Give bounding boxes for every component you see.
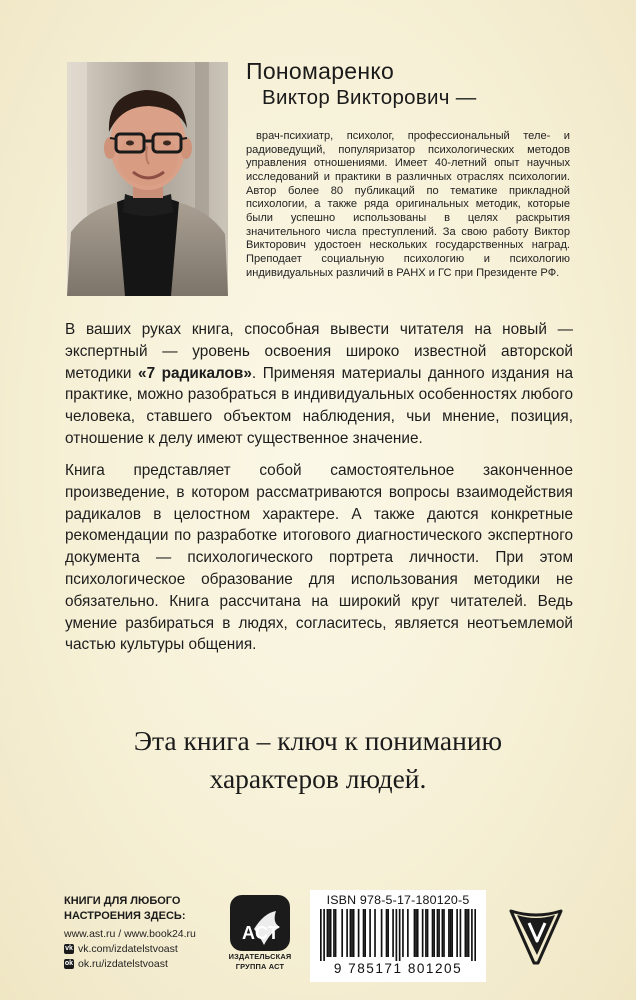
description-paragraph-1 [65,319,573,450]
barcode-bar [387,909,389,957]
barcode-bar [437,909,439,957]
vk-link-text: vk.com/izdatelstvoast [78,943,178,956]
barcode-bar [330,909,332,957]
promo-title [64,894,234,923]
barcode-bar [465,909,467,957]
author-photo [67,62,228,296]
barcode-bar [415,909,417,957]
barcode-bar [471,909,473,961]
barcode-bar [396,909,398,961]
method-name: «7 радикалов» [138,364,252,382]
publisher-v-mark [507,905,565,965]
barcode-bar [350,909,352,957]
barcode-bar [341,909,343,957]
barcode-bar [443,909,445,957]
barcode-bar [369,909,371,957]
vk-link [64,942,224,957]
publisher-caption-line-2: ГРУППА АСТ [235,961,285,971]
barcode-bar [353,909,355,957]
barcode-bar [386,909,388,957]
barcode-bar [448,909,450,957]
promo-links [64,927,224,971]
barcode-bar [399,909,401,961]
barcode-bar [450,909,452,957]
barcode-bar [468,909,470,957]
barcode-bar [333,909,335,957]
barcode-bar [392,909,394,957]
barcode-bar [425,909,427,957]
barcode-bar [460,909,462,957]
website-links-text: www.ast.ru / www.book24.ru [64,928,196,941]
barcode-bar [358,909,360,957]
publisher-caption-line-1: ИЗДАТЕЛЬСКАЯ [228,952,292,961]
barcode-bar [451,909,453,957]
barcode-bar [346,909,348,957]
barcode-bar [442,909,444,957]
ast-logo-text: ACT [242,923,279,943]
barcode-bar [438,909,440,957]
description-p1-text-start: В ваших руках книга, способная вывести читателя на новый — экспертный — уровень освоения широко известной авторской методики [65,321,573,382]
barcode-bar [328,909,330,957]
vk-icon: vk [65,945,73,953]
barcode-bar [320,909,322,961]
barcode-bar [327,909,329,957]
publisher-caption [220,952,300,971]
ean-right-digits: 801205 [407,961,463,976]
website-links [64,927,224,942]
promo-title-line-1: КНИГИ ДЛЯ ЛЮБОГО [64,895,181,907]
barcode-bar [466,909,468,957]
barcode-bar [433,909,435,957]
barcode-bar [374,909,376,957]
author-first-names: Виктор Викторович — [262,86,477,109]
ean-digits [310,961,486,976]
barcode-bar [422,909,424,957]
barcode-bar [402,909,404,957]
isbn-number: ISBN 978-5-17-180120-5 [326,893,470,907]
barcode-bar [351,909,353,957]
slogan-line-1: Эта книга – ключ к пониманию [133,725,503,756]
ok-icon: ok [64,959,74,967]
barcode-bar [414,909,416,957]
barcode-bar [363,909,365,957]
description-p1-text-end: . Применяя материалы данного издания на практике, можно разобраться в индивидуальных особенностях любого человека, ставшего объектом наблюдения, чьи мнение, позиция, отношение к делу имеют существенное значение. [65,364,573,447]
author-bio: врач-психиатр, психолог, профессиональный теле- и радиоведущий, популяризатор психологических методов управления отношениями. Имеет 40-летний опыт научных исследований и практики в различных отраслях психологии. Автор более 80 публикаций по тематике прикладной психологии, а также ряда оригинальных методик, которые были успешно использованы в целях раскрытия значительного числа преступлений. За свою работу Виктор Викторович удостоен нескольких государственных наград. Преподает социальную психологию и психологию индивидуальных различий в РАНХ и ГС при Президенте РФ. [246,130,570,279]
ean-lead-digit: 9 [333,961,343,976]
barcode-bar [427,909,429,957]
barcode-bar [456,909,458,957]
slogan [0,722,636,798]
barcode [310,890,486,982]
barcode-bar [364,909,366,957]
ok-link [64,957,224,972]
author-last-name: Пономаренко [246,58,395,84]
barcode-bar [417,909,419,957]
author-portrait-image [67,62,228,296]
barcode-bar [381,909,383,957]
promo-title-line-2: НАСТРОЕНИЯ ЗДЕСЬ: [64,909,186,922]
description-paragraph-2: Книга представляет собой самостоятельное законченное произведение, в котором рассматриваются вопросы взаимодействия радикалов в целостном характере. А также даются конкретные рекомендации по разработке итогового диагностического экспертного документа — психологического портрета личности. При этом психологическое образование для использования методики не обязательно. Книга рассчитана на широкий круг читателей. Ведь умение разбираться в людях, согласитесь, является неотъемлемой частью культуры общения. [65,462,573,654]
barcode-bar [474,909,476,961]
barcode-bar [432,909,434,957]
barcode-bar [335,909,337,957]
ok-link-text: ok.ru/izdatelstvoast [78,957,168,970]
slogan-line-2: характеров людей. [209,763,427,794]
ean-left-digits: 785171 [348,961,403,976]
barcode-bars [320,909,476,961]
barcode-bar [407,909,409,957]
barcode-bar [323,909,325,961]
